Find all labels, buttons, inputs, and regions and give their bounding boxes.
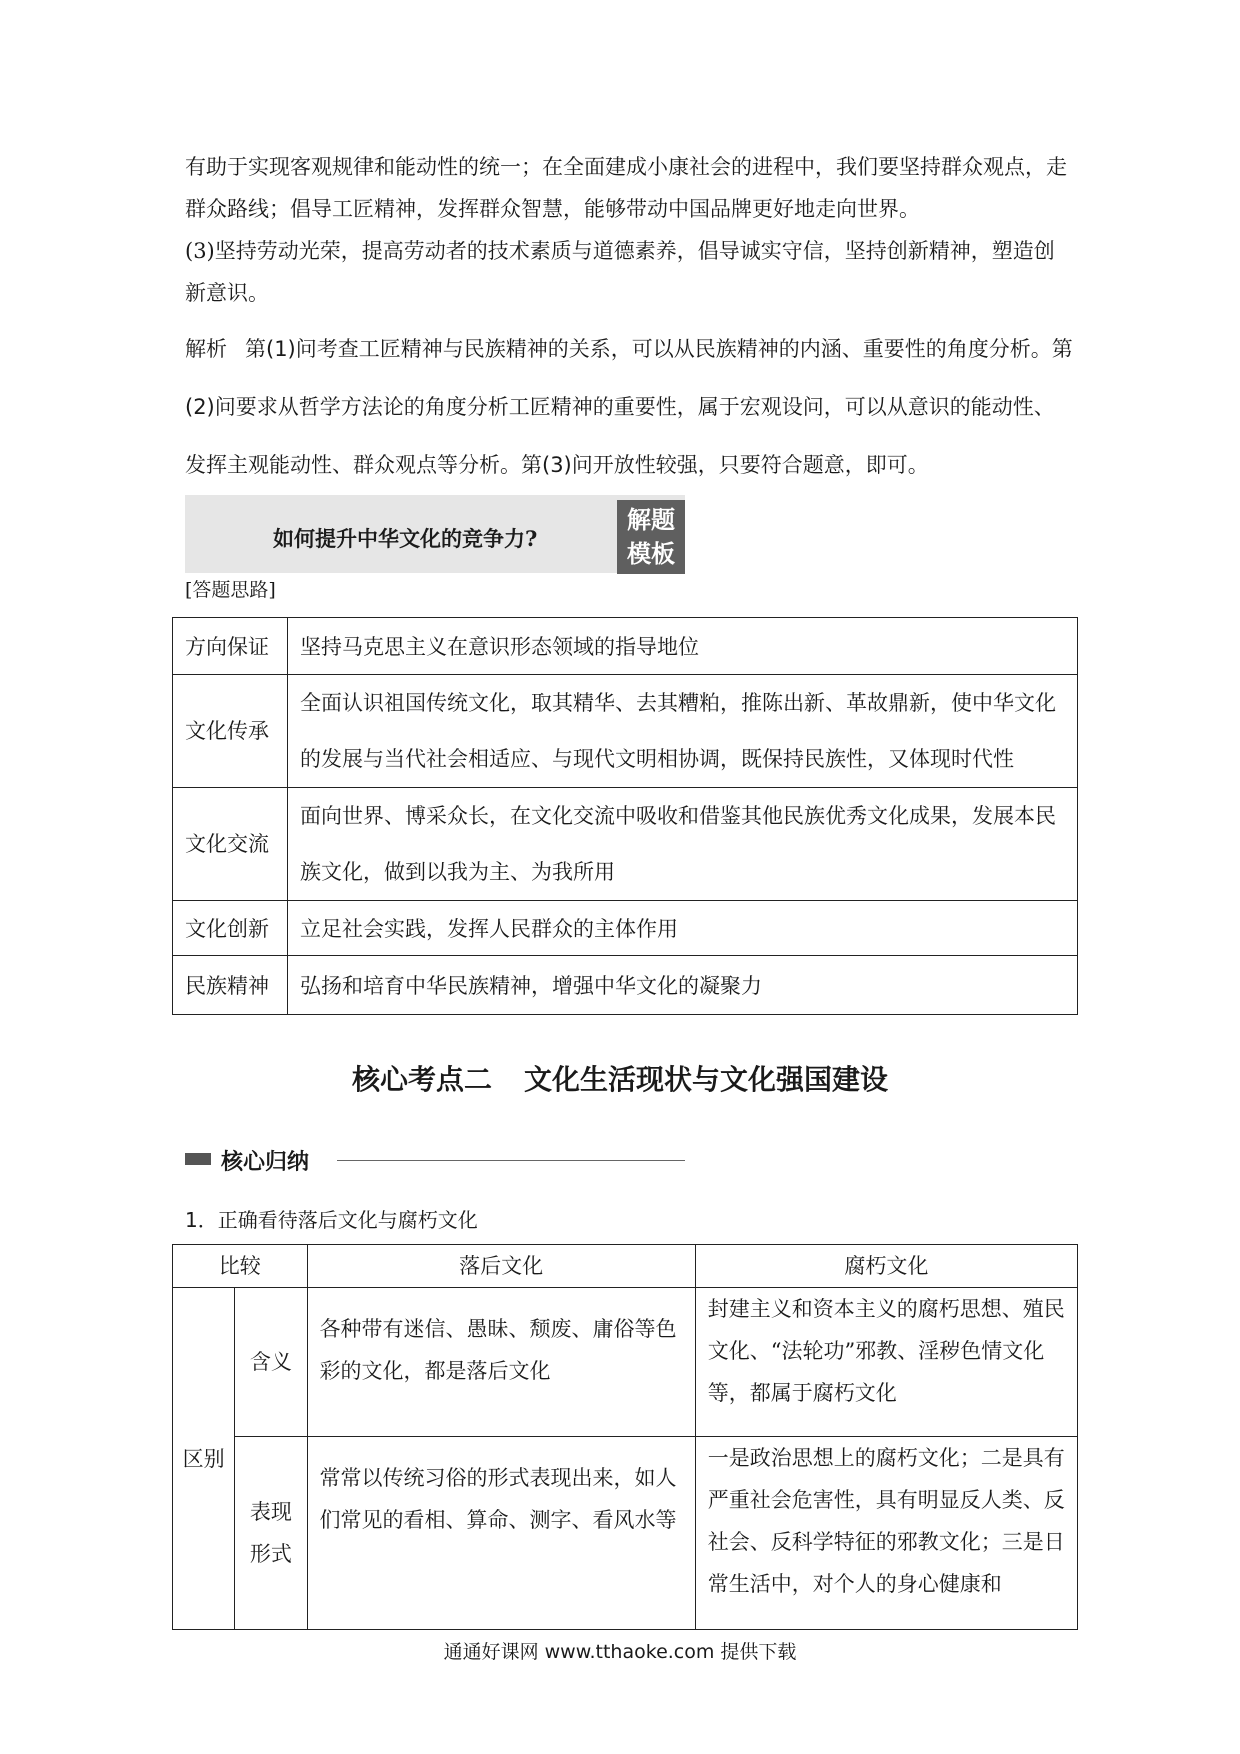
answer-template-table — [172, 617, 1078, 1015]
table-row — [173, 1437, 1078, 1630]
backward-cell: 常常以传统习俗的形式表现出来，如人们常见的看相、算命、测字、看风水等 — [307, 1437, 695, 1630]
badge-line-2: 模板 — [627, 540, 675, 568]
row-value: 全面认识祖国传统文化，取其精华、去其糟粕，推陈出新、革故鼎新，使中华文化的发展与当代社会相适应、与现代文明相协调，既保持民族性，又体现时代性 — [288, 675, 1078, 788]
section-heading — [0, 1058, 1240, 1098]
table-row — [173, 956, 1078, 1015]
page-footer: 通通好课网 www.tthaoke.com 提供下载 — [443, 1641, 797, 1663]
header-compare: 比较 — [173, 1245, 308, 1288]
table-row — [173, 675, 1078, 788]
square-bullet-icon — [185, 1153, 211, 1165]
answer-approach-tag: [答题思路] — [185, 579, 276, 601]
table-row — [173, 618, 1078, 675]
group-label: 区别 — [173, 1288, 235, 1630]
template-badge — [617, 500, 685, 574]
template-banner — [185, 495, 685, 573]
row-label: 表现形式 — [235, 1437, 307, 1630]
row-value: 面向世界、博采众长，在文化交流中吸收和借鉴其他民族优秀文化成果，发展本民族文化，做到以我为主、为我所用 — [288, 788, 1078, 901]
table-header-row — [173, 1245, 1078, 1288]
list-item-heading: 1．正确看待落后文化与腐朽文化 — [185, 1208, 478, 1232]
section-heading-title: 文化生活现状与文化强国建设 — [524, 1063, 889, 1096]
answer-paragraph-2: (3)坚持劳动光荣，提高劳动者的技术素质与道德素养，倡导诚实守信，坚持创新精神，塑造创新意识。 — [185, 239, 1055, 305]
subsection-title: 核心归纳 — [221, 1150, 310, 1175]
section-heading-number: 核心考点二 — [351, 1063, 492, 1096]
header-decadent: 腐朽文化 — [695, 1245, 1077, 1288]
row-key: 文化传承 — [173, 675, 288, 788]
answer-paragraph-1: 有助于实现客观规律和能动性的统一；在全面建成小康社会的进程中，我们要坚持群众观点，走群众路线；倡导工匠精神，发挥群众智慧，能够带动中国品牌更好地走向世界。 — [185, 155, 1067, 221]
divider-line — [337, 1160, 685, 1161]
row-key: 文化创新 — [173, 901, 288, 956]
analysis-paragraph — [185, 320, 1075, 494]
decadent-cell: 一是政治思想上的腐朽文化；二是具有严重社会危害性，具有明显反人类、反社会、反科学特征的邪教文化；三是日常生活中，对个人的身心健康和 — [695, 1437, 1077, 1630]
row-value: 坚持马克思主义在意识形态领域的指导地位 — [288, 618, 1078, 675]
row-key: 民族精神 — [173, 956, 288, 1015]
analysis-text: 第(1)问考查工匠精神与民族精神的关系，可以从民族精神的内涵、重要性的角度分析。第(2)问要求从哲学方法论的角度分析工匠精神的重要性，属于宏观设问，可以从意识的能动性、发挥主观能动性、群众观点等分析。第(3)问开放性较强，只要符合题意，即可。 — [185, 337, 1073, 477]
table-row — [173, 788, 1078, 901]
header-backward: 落后文化 — [307, 1245, 695, 1288]
backward-cell: 各种带有迷信、愚昧、颓废、庸俗等色彩的文化，都是落后文化 — [307, 1288, 695, 1437]
table-row — [173, 901, 1078, 956]
table-row — [173, 1288, 1078, 1437]
decadent-cell: 封建主义和资本主义的腐朽思想、殖民文化、“法轮功”邪教、淫秽色情文化等，都属于腐朽文化 — [695, 1288, 1077, 1437]
badge-line-1: 解题 — [627, 506, 675, 534]
subsection-header — [185, 1145, 685, 1175]
row-key: 文化交流 — [173, 788, 288, 901]
row-label: 含义 — [235, 1288, 307, 1437]
row-key: 方向保证 — [173, 618, 288, 675]
analysis-label: 解析 — [185, 337, 227, 361]
comparison-table — [172, 1244, 1078, 1630]
row-value: 弘扬和培育中华民族精神，增强中华文化的凝聚力 — [288, 956, 1078, 1015]
row-value: 立足社会实践，发挥人民群众的主体作用 — [288, 901, 1078, 956]
template-question: 如何提升中华文化的竞争力? — [273, 526, 538, 551]
